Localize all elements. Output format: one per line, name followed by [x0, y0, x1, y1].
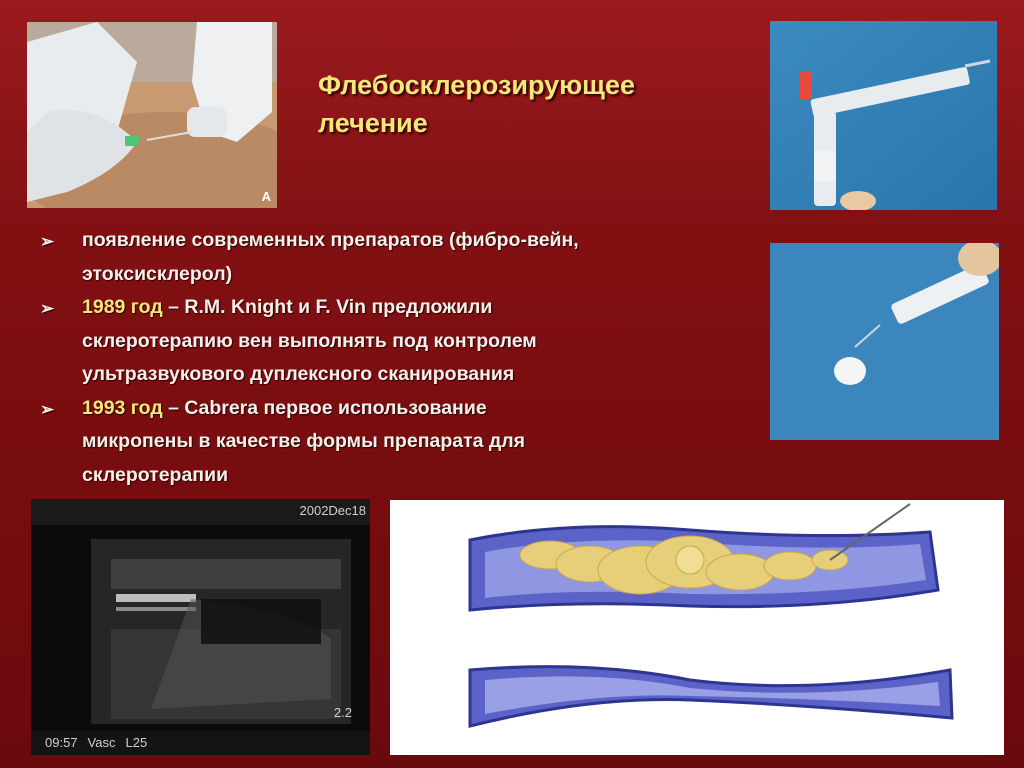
- bullet-item: [40, 224, 760, 291]
- bullet-line: микропены в качестве формы препарата для: [82, 430, 526, 452]
- bullet-dash: –: [162, 296, 185, 318]
- bullet-year: 1989 год: [82, 296, 163, 318]
- arrow-bullet-icon: ➢: [40, 399, 55, 419]
- photo-label: A: [261, 189, 271, 204]
- title-line-2: лечение: [318, 108, 428, 138]
- ultrasound-date: 2002Dec18: [299, 503, 366, 518]
- arrow-bullet-icon: ➢: [40, 299, 55, 318]
- ultrasound-time: 09:57: [45, 735, 78, 750]
- bullet-dash: –: [162, 396, 185, 419]
- arrow-bullet-icon: ➢: [40, 232, 55, 251]
- bullet-line: ультразвукового дуплексного сканирования: [82, 363, 515, 385]
- title-line-1: Флебосклерозирующее: [318, 70, 635, 100]
- ultrasound-mode: Vasc: [87, 735, 116, 750]
- syringe-photo: [770, 21, 997, 210]
- bullet-item: [40, 392, 760, 493]
- bullet-line: склеротерапии: [82, 463, 229, 486]
- bullet-item: [40, 291, 760, 392]
- slide-title: [318, 66, 738, 142]
- ultrasound-footer: [45, 735, 147, 750]
- bullet-line: появление современных препаратов (фибро-вейн,: [82, 229, 579, 251]
- injection-photo: [27, 22, 277, 208]
- ultrasound-probe: L25: [125, 735, 148, 750]
- bullet-line: склеротерапию вен выполнять под контролем: [82, 329, 537, 352]
- bullet-line: R.M. Knight и F. Vin предложили: [184, 296, 493, 318]
- bullet-list: [40, 224, 760, 492]
- vein-foam-diagram: [390, 500, 1004, 755]
- bullet-line: Cabrera первое использование: [184, 396, 487, 419]
- foam-syringe-photo: [770, 243, 999, 440]
- bullet-year: 1993 год: [82, 396, 163, 419]
- ultrasound-depth: 2.2: [333, 705, 352, 720]
- ultrasound-image: [31, 499, 370, 755]
- bullet-line: этоксисклерол): [82, 262, 233, 285]
